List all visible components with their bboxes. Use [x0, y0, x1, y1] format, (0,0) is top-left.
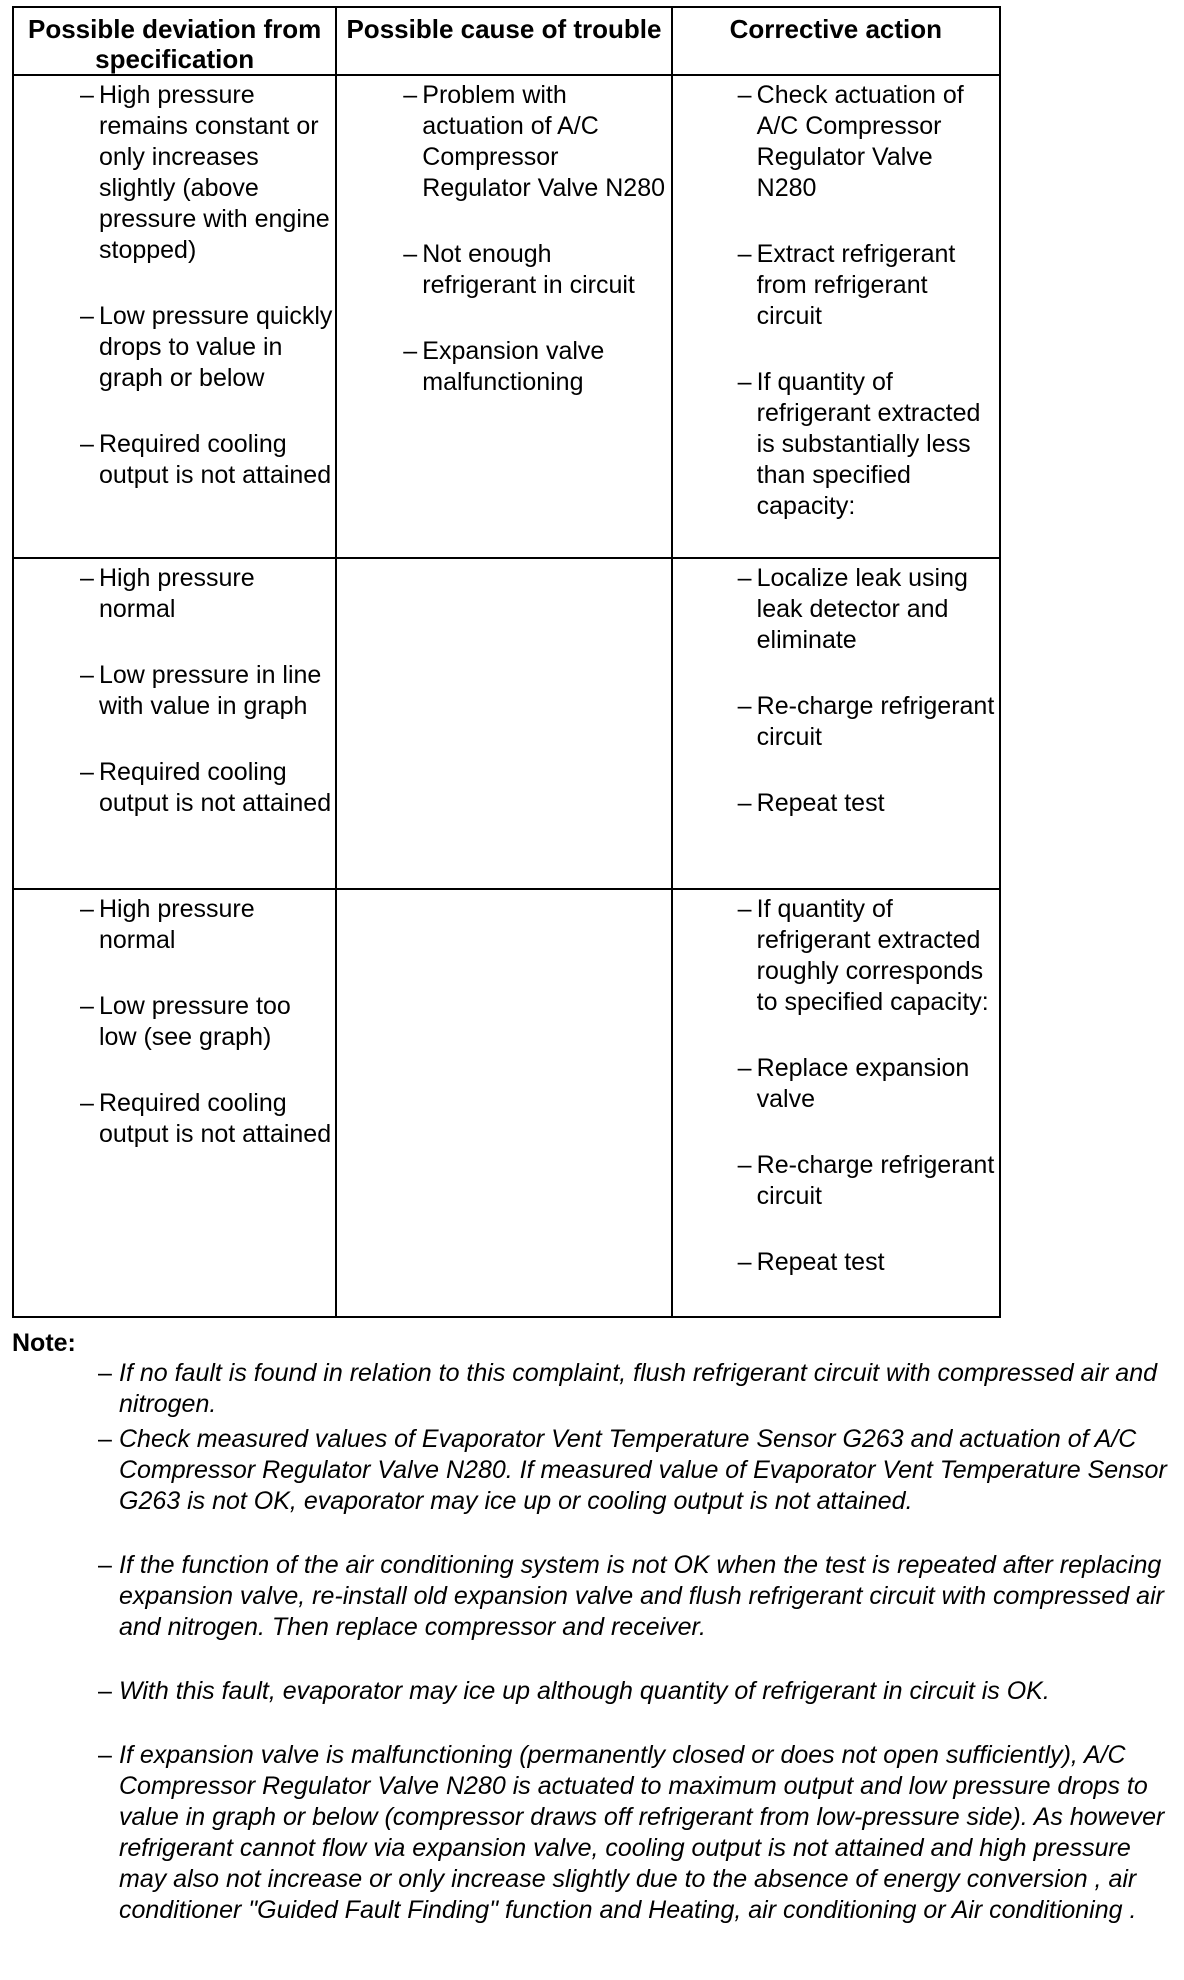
list-item: – High pressure normal: [80, 895, 255, 954]
dash-bullet: –: [737, 1248, 752, 1276]
deviation-cell: [13, 75, 336, 558]
dash-bullet: –: [80, 430, 94, 458]
dash-bullet: –: [737, 1054, 752, 1082]
list-item: – Not enough refrigerant in circuit: [403, 240, 635, 299]
dash-bullet: –: [403, 337, 418, 365]
dash-bullet: –: [403, 81, 418, 109]
dash-bullet: –: [403, 240, 418, 268]
list-item: – If quantity of refrigerant extracted roughly corresponds to specified capacity:: [737, 895, 989, 1016]
list-item: – Expansion valve malfunctioning: [403, 337, 605, 396]
dash-bullet: –: [80, 81, 94, 109]
list-item: – Low pressure quickly drops to value in graph or below: [80, 302, 333, 392]
list-item: – Problem with actuation of A/C Compressor Regulator Valve N280: [403, 81, 666, 202]
list-item: – Required cooling output is not attained: [80, 1089, 332, 1148]
dash-bullet: –: [737, 368, 752, 396]
note-item: – If no fault is found in relation to this complaint, flush refrigerant circuit with compressed air and nitrogen.: [98, 1359, 1158, 1418]
dash-bullet: –: [98, 1551, 112, 1579]
dash-bullet: –: [98, 1741, 112, 1769]
list-item: – Replace expansion valve: [737, 1054, 970, 1113]
dash-bullet: –: [737, 692, 752, 720]
dash-bullet: –: [737, 789, 752, 817]
list-item: – Localize leak using leak detector and eliminate: [737, 564, 968, 654]
troubleshooting-table: [12, 6, 1001, 1318]
action-cell: [672, 75, 1000, 558]
dash-bullet: –: [80, 564, 94, 592]
dash-bullet: –: [80, 992, 94, 1020]
action-cell: [672, 558, 1000, 889]
document-page: [12, 6, 1172, 1930]
header-cause: Possible cause of trouble: [336, 7, 671, 75]
table-row: [13, 889, 1000, 1317]
dash-bullet: –: [98, 1425, 112, 1453]
dash-bullet: –: [737, 895, 752, 923]
dash-bullet: –: [80, 758, 94, 786]
list-item: – Required cooling output is not attained: [80, 430, 332, 489]
notes-list: [12, 1358, 1172, 1926]
list-item: – Repeat test: [737, 1248, 885, 1276]
table-row: [13, 75, 1000, 558]
dash-bullet: –: [737, 1151, 752, 1179]
list-item: – Low pressure too low (see graph): [80, 992, 291, 1051]
dash-bullet: –: [80, 895, 94, 923]
cause-cell: [336, 75, 671, 558]
table-header-row: [13, 7, 1000, 75]
header-deviation: Possible deviation from specification: [13, 7, 336, 75]
cause-cell: [336, 889, 671, 1317]
dash-bullet: –: [737, 81, 752, 109]
list-item: – Required cooling output is not attained: [80, 758, 332, 817]
list-item: – Extract refrigerant from refrigerant circuit: [737, 240, 956, 330]
dash-bullet: –: [98, 1677, 112, 1705]
list-item: – If quantity of refrigerant extracted is substantially less than specified capacity:: [737, 368, 981, 520]
note-item: – With this fault, evaporator may ice up although quantity of refrigerant in circuit is OK.: [98, 1677, 1050, 1705]
list-item: – Check actuation of A/C Compressor Regulator Valve N280: [737, 81, 964, 202]
table-row: [13, 558, 1000, 889]
list-item: – Repeat test: [737, 789, 885, 817]
dash-bullet: –: [737, 564, 752, 592]
header-action: Corrective action: [672, 7, 1000, 75]
note-label: Note:: [12, 1329, 76, 1357]
dash-bullet: –: [80, 661, 94, 689]
deviation-cell: [13, 558, 336, 889]
note-item: – Check measured values of Evaporator Vent Temperature Sensor G263 and actuation of A/C Compressor Regulator Valve N280. If measured value of Evaporator Vent Temperature Sensor G263 is not OK, evaporator may ice up or cooling output is not attained.: [98, 1425, 1167, 1515]
note-item: – If the function of the air conditioning system is not OK when the test is repeated after replacing expansion valve, re-install old expansion valve and flush refrigerant circuit with compressed air and nitrogen. Then replace compressor and receiver.: [98, 1551, 1164, 1641]
dash-bullet: –: [737, 240, 752, 268]
list-item: – High pressure normal: [80, 564, 255, 623]
cause-cell: [336, 558, 671, 889]
action-cell: [672, 889, 1000, 1317]
list-item: – High pressure remains constant or only increases slightly (above pressure with engine stopped): [80, 81, 330, 264]
list-item: – Re-charge refrigerant circuit: [737, 692, 995, 751]
deviation-cell: [13, 889, 336, 1317]
dash-bullet: –: [98, 1359, 112, 1387]
note-item: – If expansion valve is malfunctioning (permanently closed or does not open sufficiently), A/C Compressor Regulator Valve N280 is actuated to maximum output and low pressure drops to value in graph or below (compressor draws off refrigerant from low-pressure side). As however refrigerant cannot flow via expansion valve, cooling output is not attained and high pressure may also not increase or only increase slightly due to the absence of energy conversion , air conditioner "Guided Fault Finding" function and Heating, air conditioning or Air conditioning .: [98, 1741, 1165, 1924]
dash-bullet: –: [80, 1089, 94, 1117]
dash-bullet: –: [80, 302, 94, 330]
list-item: – Re-charge refrigerant circuit: [737, 1151, 995, 1210]
list-item: – Low pressure in line with value in graph: [80, 661, 322, 720]
